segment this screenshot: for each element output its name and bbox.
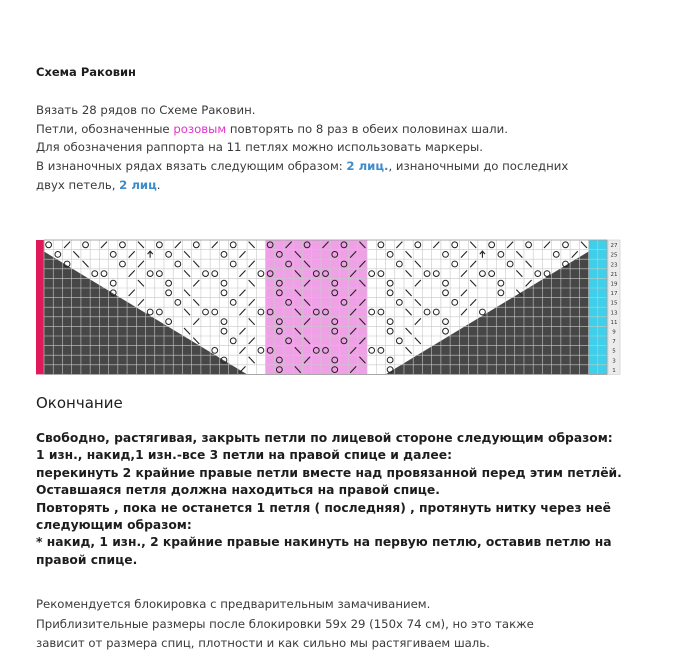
row-number: 7 [612,339,616,346]
intro-line: Вязать 28 рядов по Схеме Раковин. [36,103,256,117]
finish-line: следующим образом: [36,518,192,533]
row-number: 27 [610,243,618,250]
pink-highlight: розовым [173,121,227,136]
row-number: 17 [610,291,618,298]
finish-line: 1 изн., накид,1 изн.-все 3 петли на правой спице и далее: [36,448,453,463]
blue-highlight: 2 лиц [119,177,157,192]
intro-line: Петли, обозначенные розовым повторять по 8 раз в обеих половинах шали. [36,121,508,136]
row-number: 11 [610,319,618,326]
intro-line: двух петель, 2 лиц. [36,177,161,192]
row-number: 19 [610,281,618,288]
intro-line: В изнаночных рядах вязать следующим образом: 2 лиц., изнаночными до последних [36,159,569,174]
knitting-chart-svg [36,239,622,377]
row-number: 23 [610,262,618,269]
notes-line: Приблизительные размеры после блокировки 59х 29 (150х 74 см), но это также [36,616,534,631]
finish-line: правой спице. [36,552,138,567]
row-number: 1 [612,367,616,374]
notes [36,595,636,654]
section-heading: Окончание [36,394,123,412]
row-number: 5 [612,348,616,355]
blue-highlight: 2 лиц. [346,159,389,174]
finish-line: Свободно, растягивая, закрыть петли по лицевой стороне следующим образом: [36,431,613,445]
row-number: 13 [610,310,618,317]
notes-line: зависит от размера спиц, плотности и как сильно мы растягиваем шаль. [36,636,490,650]
row-number: 9 [612,329,616,336]
finish-line: Повторять , пока не останется 1 петля ( последняя) , протянуть нитку через неё [36,500,611,515]
knitting-chart [36,239,622,377]
finish-line: * накид, 1 изн., 2 крайние правые накинуть на первую петлю, оставив петлю на [36,535,612,550]
finish-instructions [36,430,636,569]
intro-line: Для обозначения раппорта на 11 петлях можно использовать маркеры. [36,140,483,155]
row-number: 25 [610,252,618,259]
row-number: 15 [610,300,618,307]
left-edge-strip [36,240,45,374]
row-number: 21 [610,271,618,278]
pattern-title: Схема Раковин [36,65,136,79]
intro-text [36,101,636,195]
row-number: 3 [612,358,616,365]
finish-line: перекинуть 2 крайние правые петли вместе над провязанной перед этим петлёй. [36,465,622,480]
finish-line: Оставшаяся петля должна находиться на правой спице. [36,483,440,498]
notes-line: Рекомендуется блокировка с предварительным замачиванием. [36,597,431,611]
